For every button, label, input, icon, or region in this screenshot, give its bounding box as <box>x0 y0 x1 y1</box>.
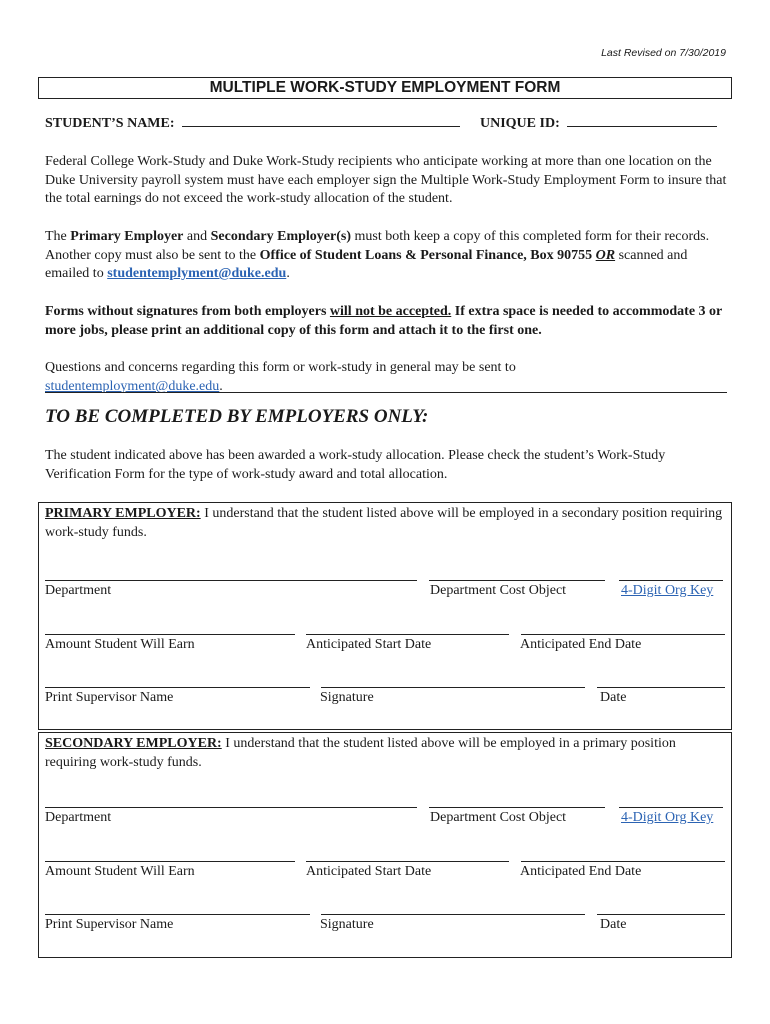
email-link-1[interactable]: studentemplyment@duke.edu <box>107 266 287 281</box>
p2-text: scanned and emailed to <box>45 247 688 281</box>
office-address: Office of Student Loans & Personal Finance, Box 90755 <box>259 247 596 263</box>
date-line[interactable] <box>597 914 725 915</box>
primary-employer-text: I understand that the student listed above will be employed in a secondary position requiring work-study funds. <box>45 506 723 540</box>
p2-text: The <box>45 229 71 244</box>
secondary-employer-box <box>38 732 732 958</box>
intro-paragraph-1: Federal College Work-Study and Duke Work-Study recipients who anticipate working at more than one location on the Duke University payroll system must have each employer sign the Multiple Work-Study Employment Form to insure that the total earnings do not exceed the work-study allocation of the student. <box>45 154 727 206</box>
cost-object-line[interactable] <box>429 807 605 808</box>
end-date-line[interactable] <box>521 634 725 635</box>
secondary-employer-term: Secondary Employer(s) <box>210 229 352 244</box>
amount-line[interactable] <box>45 861 295 862</box>
amount-label: Amount Student Will Earn <box>45 864 195 879</box>
supervisor-line[interactable] <box>45 914 310 915</box>
org-key-link[interactable]: 4-Digit Org Key <box>621 810 714 825</box>
not-accepted-warning: will not be accepted. <box>329 304 452 319</box>
end-date-label: Anticipated End Date <box>520 864 642 879</box>
p2-text: and <box>183 229 211 244</box>
signature-line[interactable] <box>321 914 585 915</box>
supervisor-line[interactable] <box>45 687 310 688</box>
intro-paragraph-2 <box>45 228 730 284</box>
signature-line[interactable] <box>321 687 585 688</box>
department-label: Department <box>45 810 112 825</box>
supervisor-label: Print Supervisor Name <box>45 690 174 705</box>
org-key-line[interactable] <box>619 807 723 808</box>
primary-employer-statement <box>45 505 725 542</box>
employers-section-text: The student indicated above has been awarded a work-study allocation. Please check the student’s Work-Study Verification Form for the type of work-study award and total allocation. <box>45 448 666 482</box>
start-date-line[interactable] <box>306 861 509 862</box>
start-date-label: Anticipated Start Date <box>306 864 432 879</box>
department-label: Department <box>45 583 112 598</box>
unique-id-label: UNIQUE ID: <box>480 116 560 131</box>
or-emphasis: OR <box>595 247 616 263</box>
signature-label: Signature <box>320 690 374 705</box>
date-line[interactable] <box>597 687 725 688</box>
date-label: Date <box>600 690 627 705</box>
form-title: MULTIPLE WORK-STUDY EMPLOYMENT FORM <box>38 77 732 99</box>
end-date-line[interactable] <box>521 861 725 862</box>
p4-end: . <box>219 378 223 394</box>
p2-text: must both keep a copy of this completed form for their records. Another copy must also be sent to the <box>45 229 710 263</box>
unique-id-row <box>480 114 717 132</box>
student-name-label: STUDENT’S NAME: <box>45 116 175 131</box>
last-revised: Last Revised on 7/30/2019 <box>601 47 726 59</box>
primary-employer-box <box>38 502 732 730</box>
org-key-link[interactable]: 4-Digit Org Key <box>621 583 714 598</box>
end-date-label: Anticipated End Date <box>520 637 642 652</box>
amount-label: Amount Student Will Earn <box>45 637 195 652</box>
unique-id-field[interactable] <box>567 114 717 127</box>
department-line[interactable] <box>45 580 417 581</box>
supervisor-label: Print Supervisor Name <box>45 917 174 932</box>
signature-label: Signature <box>320 917 374 932</box>
student-name-field[interactable] <box>182 114 460 127</box>
amount-line[interactable] <box>45 634 295 635</box>
section-divider <box>45 392 727 393</box>
secondary-employer-statement <box>45 735 725 772</box>
p3-text: If extra space is needed to accommodate 3 or more jobs, please print an additional copy of this form and attach it to the first one. <box>45 304 722 338</box>
org-key-line[interactable] <box>619 580 723 581</box>
secondary-employer-heading: SECONDARY EMPLOYER: <box>45 736 222 751</box>
cost-object-label: Department Cost Object <box>430 583 567 598</box>
cost-object-label: Department Cost Object <box>430 810 567 825</box>
department-line[interactable] <box>45 807 417 808</box>
intro-paragraph-3 <box>45 303 730 340</box>
secondary-employer-text: I understand that the student listed above will be employed in a primary position requiring work-study funds. <box>45 736 676 770</box>
primary-employer-heading: PRIMARY EMPLOYER: <box>45 506 201 521</box>
start-date-line[interactable] <box>306 634 509 635</box>
p3-text: Forms without signatures from both employers <box>45 304 330 319</box>
p2-end: . <box>286 266 290 281</box>
p4-text: Questions and concerns regarding this form or work-study in general may be sent to <box>45 360 516 375</box>
student-name-row <box>45 114 460 132</box>
employers-section-title: TO BE COMPLETED BY EMPLOYERS ONLY: <box>45 406 429 427</box>
date-label: Date <box>600 917 627 932</box>
cost-object-line[interactable] <box>429 580 605 581</box>
primary-employer-term: Primary Employer <box>70 229 184 244</box>
start-date-label: Anticipated Start Date <box>306 637 432 652</box>
email-link-2[interactable]: studentemployment@duke.edu <box>45 378 220 394</box>
intro-paragraph-4 <box>45 359 730 396</box>
